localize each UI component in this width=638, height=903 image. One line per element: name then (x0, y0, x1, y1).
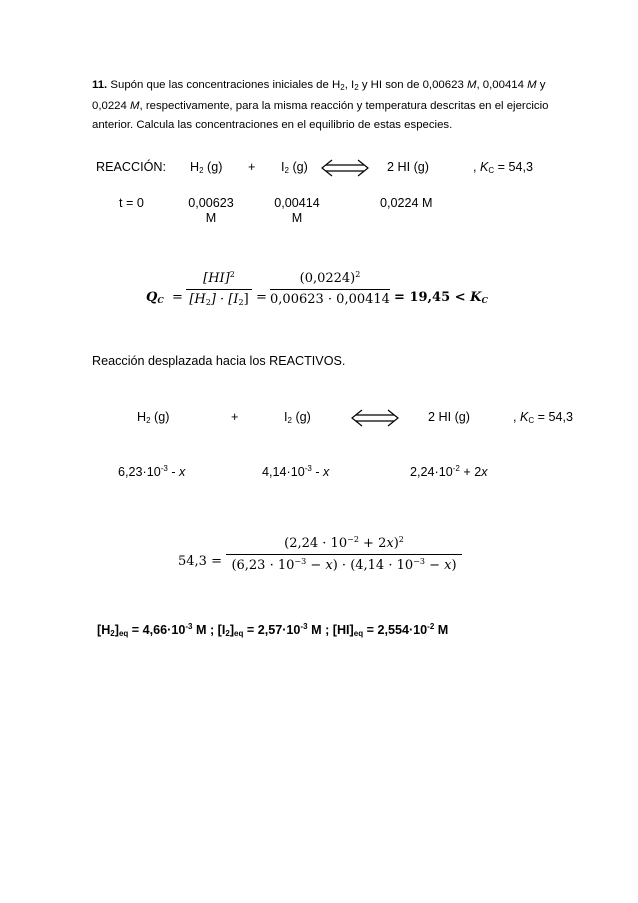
problem-text: el ejercicio anterior. Calcula las concentraciones en el equilibrio de estas especies. (92, 100, 549, 131)
superscript: 2 (229, 270, 235, 279)
problem-statement (92, 76, 562, 135)
i2-initial (268, 196, 326, 225)
phase: (g) (203, 160, 223, 174)
subscript: C (488, 166, 495, 175)
superscript: 2 (355, 270, 361, 279)
value: 0,00623 (188, 196, 234, 210)
q-symbol: Q (146, 290, 158, 305)
superscript: −3 (294, 557, 307, 566)
conclusion-text: Reacción desplazada hacia los REACTIVOS. (92, 354, 346, 368)
less-than: < (454, 290, 466, 305)
value: 6,23·10 (118, 465, 161, 479)
qc-fraction-symbolic (186, 270, 252, 307)
i2-equilibrium-expr (262, 464, 329, 479)
expr: (6,23 · 10 (231, 558, 295, 573)
unit: M (205, 211, 217, 225)
problem-text: y 0,0224 (92, 79, 546, 112)
equals-sign: = (256, 290, 267, 305)
fraction-bar (270, 289, 390, 290)
phase: (g) (150, 410, 170, 424)
superscript: −3 (413, 557, 425, 566)
expr: ] (243, 292, 249, 307)
subscript: 2 (110, 629, 115, 638)
numerator (226, 535, 462, 551)
subscript: 2 (284, 166, 289, 175)
expr: ] (229, 623, 235, 637)
phase: (g) (291, 410, 311, 424)
subscript: 2 (238, 298, 244, 307)
qc-symbol (146, 290, 164, 305)
reactant-h2 (137, 410, 169, 425)
equals-sign: = (394, 290, 405, 305)
h2-initial (182, 196, 240, 225)
variable: x (179, 465, 186, 479)
superscript: -3 (160, 464, 168, 473)
molar-unit: M (527, 79, 537, 91)
punct: , (473, 160, 480, 174)
subscript: eq (353, 629, 364, 638)
superscript: -3 (304, 464, 312, 473)
variable: x (323, 465, 330, 479)
expr: ) (451, 558, 457, 573)
variable: x (444, 558, 452, 573)
expr: ] (114, 623, 119, 637)
subscript: 2 (146, 416, 151, 425)
expr: [H (97, 623, 111, 637)
denominator (226, 557, 462, 573)
kc-value (473, 160, 533, 175)
expr: M ; [I (192, 623, 226, 637)
plus-sign: + (231, 410, 239, 424)
subscript: 2 (225, 629, 230, 638)
subscript: 2 (205, 298, 211, 307)
denominator (186, 292, 252, 307)
reactant-i2 (281, 160, 308, 175)
value: = 2,554·10 (363, 623, 428, 637)
problem-text: y HI son de 0,00623 (358, 79, 467, 91)
superscript: −2 (347, 535, 359, 544)
h2-equilibrium-expr (118, 464, 185, 479)
punct: , (513, 410, 520, 424)
operator: + 2 (459, 465, 482, 479)
expr: ) (393, 536, 399, 551)
fraction-bar (186, 289, 252, 290)
equilibrium-arrow-icon (320, 158, 370, 178)
reactant-i2 (284, 410, 311, 425)
phase: (g) (288, 160, 308, 174)
operator: - (311, 465, 324, 479)
numerator (270, 270, 390, 286)
plus-sign: + (248, 160, 256, 174)
subscript: C (157, 295, 164, 305)
value: 2,24·10 (410, 465, 453, 479)
k-symbol: K (470, 290, 482, 305)
variable: x (325, 558, 333, 573)
problem-text: , respectivamente, para la misma reacción y temperatura descritas en (139, 100, 492, 112)
denominator: 0,00623 · 0,00414 (270, 292, 390, 307)
problem-number: 11. (92, 79, 108, 91)
kc-fraction (226, 535, 462, 573)
k-symbol: K (480, 160, 489, 174)
expr: (2,24 · 10 (284, 536, 348, 551)
formula: I (284, 410, 288, 424)
value: = 4,66·10 (128, 623, 186, 637)
superscript: 2 (398, 535, 404, 544)
molar-unit: M (466, 79, 477, 91)
fraction-bar (226, 554, 462, 555)
expr: [HI] (203, 271, 230, 286)
expr: + 2 (358, 536, 387, 551)
product-hi: 2 HI (g) (387, 160, 429, 174)
value: = 54,3 (534, 410, 574, 424)
problem-text: Supón que las concentraciones iniciales de H (110, 79, 341, 91)
variable: x (386, 536, 394, 551)
superscript: -3 (185, 622, 193, 631)
formula: H (137, 410, 147, 424)
hi-initial: 0,0224 M (380, 196, 433, 210)
problem-text: , 0,00414 (476, 79, 524, 91)
expr: M ; [HI] (307, 623, 354, 637)
expr: ] · [I (210, 292, 239, 307)
superscript: -2 (427, 622, 435, 631)
problem-text: , I (344, 79, 355, 91)
superscript: -3 (300, 622, 308, 631)
qc-fraction-numeric (270, 270, 390, 307)
value: 19,45 (409, 290, 451, 305)
k-symbol: K (520, 410, 529, 424)
subscript: 2 (199, 166, 204, 175)
molar-unit: M (130, 100, 140, 112)
expr: ) · (4,14 · 10 (332, 558, 414, 573)
subscript: C (481, 295, 488, 305)
unit: M (291, 211, 303, 225)
subscript: 2 (354, 83, 359, 92)
product-hi: 2 HI (g) (428, 410, 470, 424)
kc-value (513, 410, 573, 425)
formula: I (281, 160, 285, 174)
expr: − (424, 558, 445, 573)
numerator (186, 270, 252, 286)
final-answer (97, 622, 448, 638)
subscript: eq (234, 629, 244, 638)
value: 4,14·10 (262, 465, 305, 479)
subscript: 2 (340, 83, 345, 92)
hi-equilibrium-expr (410, 464, 488, 479)
qc-result (394, 290, 488, 305)
variable: x (481, 465, 488, 479)
unit: M (434, 623, 449, 637)
kc-lhs: 54,3 = (178, 554, 222, 569)
reactant-h2 (190, 160, 222, 175)
expr: (0,0224) (299, 271, 356, 286)
expr: − (306, 558, 326, 573)
formula: H (190, 160, 200, 174)
time-zero-label: t = 0 (119, 196, 144, 210)
expr: [H (189, 292, 206, 307)
subscript: 2 (287, 416, 292, 425)
equilibrium-arrow-icon (350, 408, 400, 428)
operator: - (167, 465, 180, 479)
subscript: C (528, 416, 535, 425)
value: 0,00414 (274, 196, 320, 210)
equals-sign: = (172, 290, 183, 305)
value: = 54,3 (494, 160, 534, 174)
superscript: -2 (452, 464, 460, 473)
reaction-label: REACCIÓN: (96, 160, 166, 174)
subscript: eq (118, 629, 129, 638)
value: = 2,57·10 (243, 623, 301, 637)
